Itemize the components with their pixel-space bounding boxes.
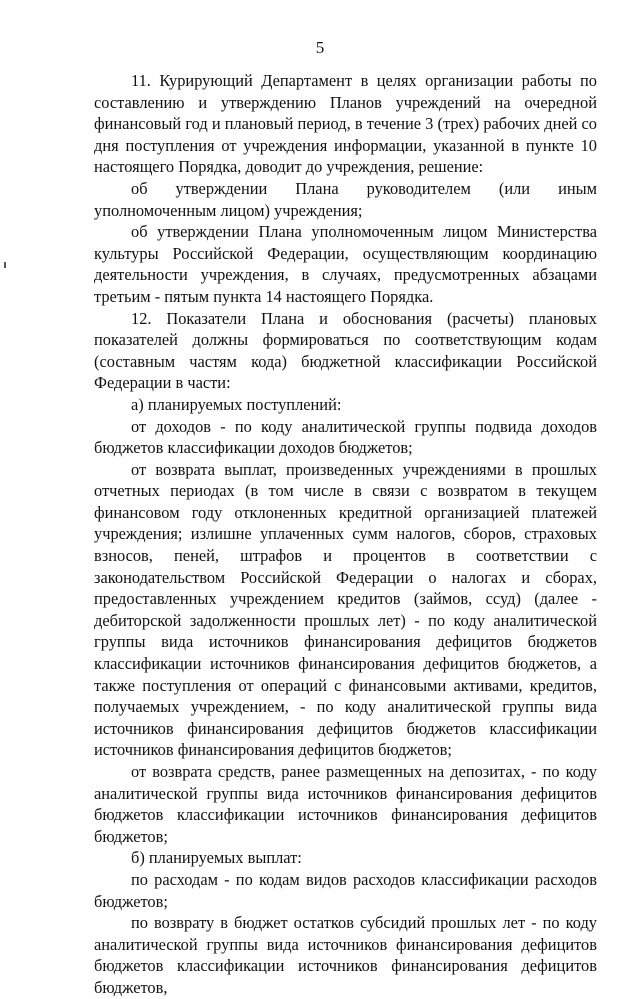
- paragraph-approval-head: об утверждении Плана руководителем (или иным уполномоченным лицом) учреждения;: [94, 178, 597, 220]
- document-body: [94, 70, 597, 999]
- paragraph-expenses: по расходам - по кодам видов расходов классификации расходов бюджетов;: [94, 869, 597, 911]
- paragraph-a-heading: а) планируемых поступлений:: [131, 394, 342, 414]
- page-number: 5: [315, 38, 325, 57]
- scan-artifact: [4, 262, 6, 268]
- paragraph-12: 12. Показатели Плана и обоснования (расчеты) плановых показателей должны формироваться по соответствующим кодам (составным частям кода) бюджетной классификации Российской Федерации в части:: [94, 308, 597, 393]
- paragraph-deposits: от возврата средств, ранее размещенных на депозитах, - по коду аналитической группы вида источников финансирования дефицитов бюджетов классификации источников финансирования дефицитов бюджетов;: [94, 762, 597, 846]
- paragraph-b-heading: б) планируемых выплат:: [131, 848, 302, 868]
- paragraph-refunds: от возврата выплат, произведенных учреждениями в прошлых отчетных периодах (в том числе в связи с возвратом в текущем финансовом году отклоненных кредитной организацией платежей учреждения; излишне уплаченных сумм налогов, сборов, страховых взносов, пеней, штрафов и процентов в соответствии с законодательством Российской Федерации о налогах и сборах, предоставленных учреждением кредитов (займов, ссуд) (далее - дебиторской задолженности прошлых лет) - по коду аналитической группы вида источников финансирования дефицитов бюджетов классификации источников финансирования дефицитов бюджетов, а также поступления от операций с финансовыми активами, кредитов, получаемых учреждением, - по коду аналитической группы вида источников финансирования дефицитов бюджетов классификации источников финансирования дефицитов бюджетов;: [94, 459, 597, 760]
- paragraph-approval-ministry: об утверждении Плана уполномоченным лицом Министерства культуры Российской Федерации, осуществляющим координацию деятельности учреждения, в случаях, предусмотренных абзацами третьим - пятым пункта 14 настоящего Порядка.: [94, 222, 597, 306]
- paragraph-11: 11. Курирующий Департамент в целях организации работы по составлению и утверждению Планов учреждений на очередной финансовый год и плановый период, в течение 3 (трех) рабочих дней со дня поступления от учреждения информации, указанной в пункте 10 настоящего Порядка, доводит до учреждения, решение:: [94, 71, 597, 177]
- paragraph-income: от доходов - по коду аналитической группы подвида доходов бюджетов классификации доходов бюджетов;: [94, 416, 597, 458]
- paragraph-subsidy-return: по возврату в бюджет остатков субсидий прошлых лет - по коду аналитической группы вида источников финансирования дефицитов бюджетов классификации источников финансирования дефицитов бюджетов,: [94, 913, 597, 997]
